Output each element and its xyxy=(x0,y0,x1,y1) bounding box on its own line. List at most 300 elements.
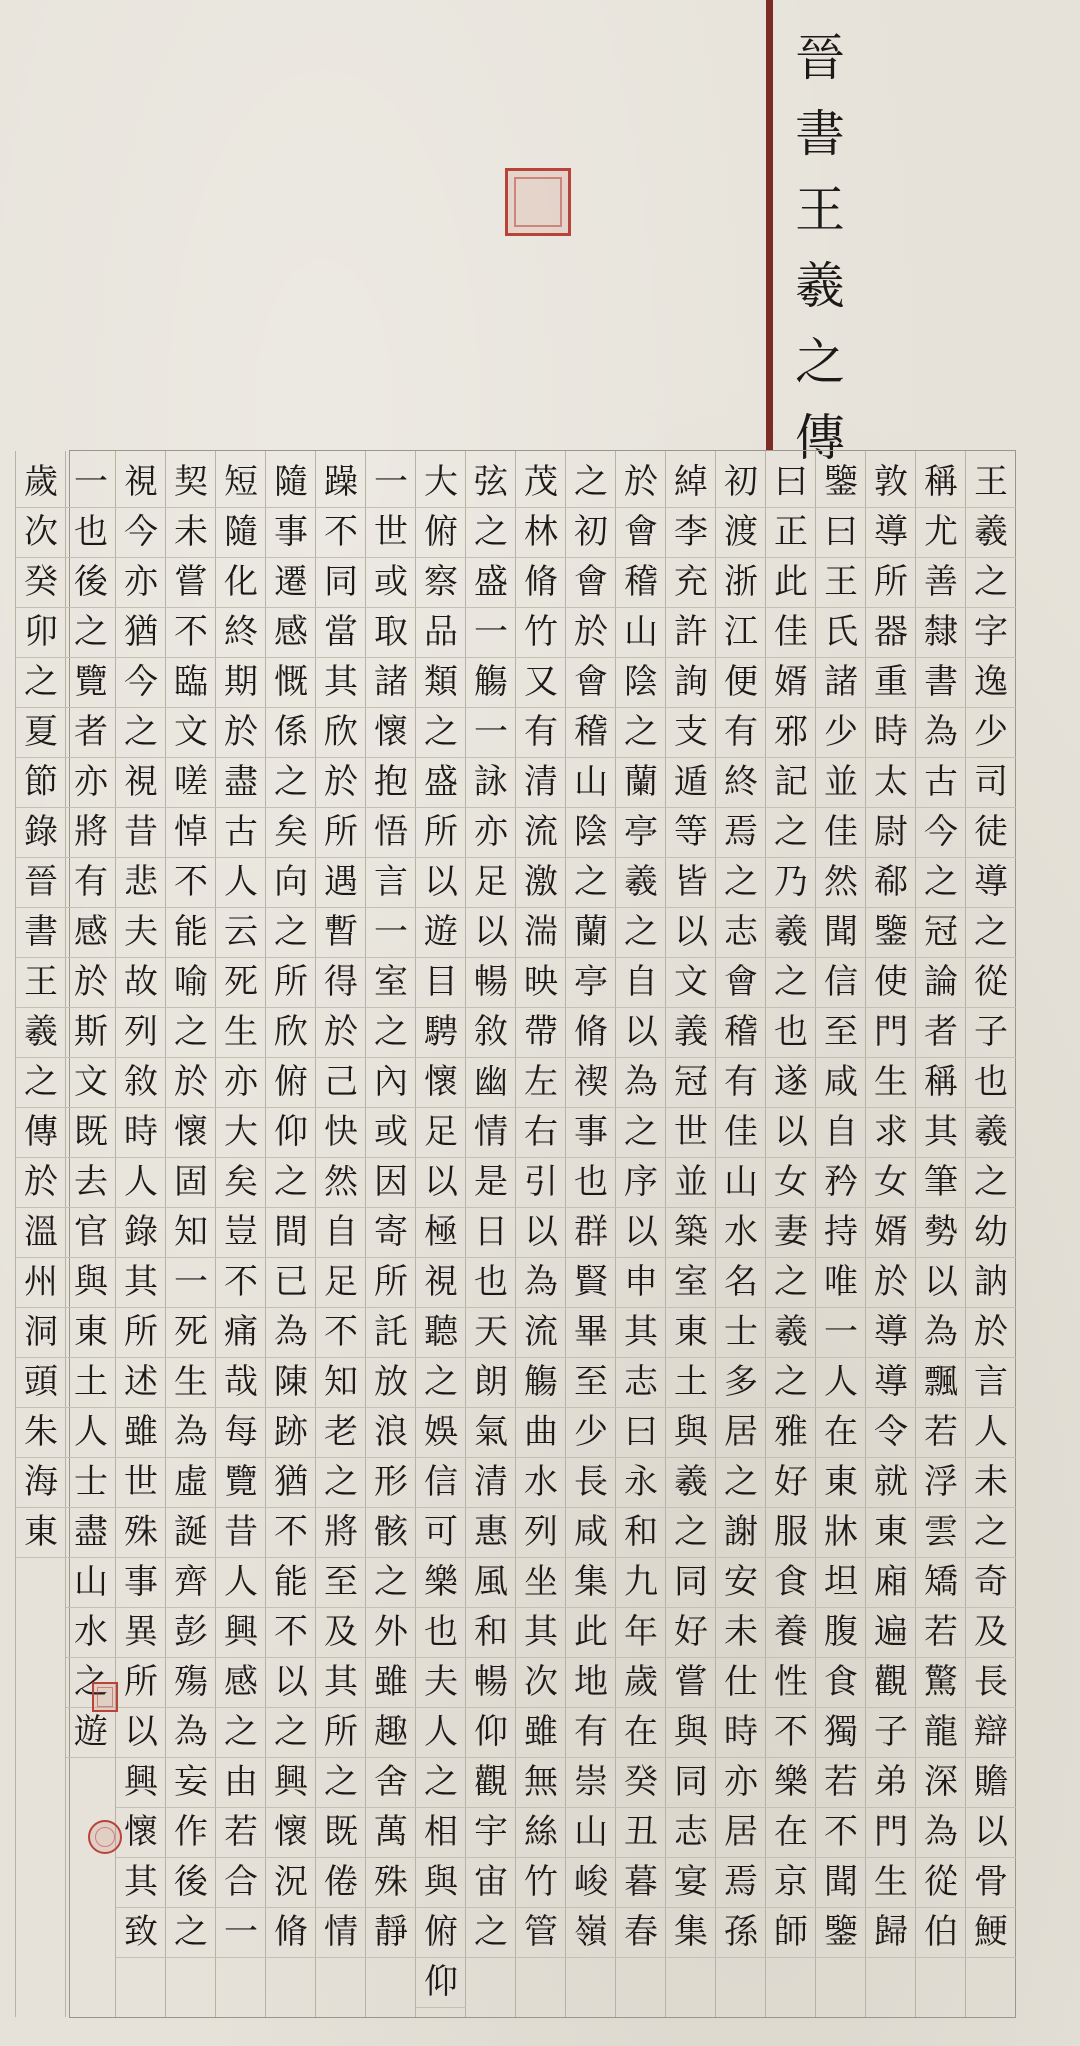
text-cell: 作 xyxy=(166,1807,216,1858)
text-cell: 事 xyxy=(116,1557,166,1608)
text-cell: 東 xyxy=(866,1507,916,1558)
text-grid xyxy=(24,450,1016,2018)
text-cell: 之 xyxy=(366,1007,416,1058)
text-cell: 便 xyxy=(716,657,766,708)
text-cell: 龍 xyxy=(916,1707,966,1758)
text-cell: 述 xyxy=(116,1357,166,1408)
text-cell: 覽 xyxy=(216,1457,266,1508)
text-cell: 係 xyxy=(266,707,316,758)
text-cell: 少 xyxy=(816,707,866,758)
text-cell: 亭 xyxy=(566,957,616,1008)
text-cell: 在 xyxy=(766,1807,816,1858)
text-cell: 書 xyxy=(16,907,66,958)
text-cell: 長 xyxy=(966,1657,1016,1708)
text-cell: 器 xyxy=(866,607,916,658)
text-cell: 坐 xyxy=(516,1557,566,1608)
text-cell: 林 xyxy=(516,507,566,558)
text-cell: 以 xyxy=(616,1207,666,1258)
text-cell: 至 xyxy=(816,1007,866,1058)
text-column xyxy=(615,451,666,2017)
text-cell: 也 xyxy=(766,1007,816,1058)
text-cell: 朗 xyxy=(466,1357,516,1408)
text-cell: 若 xyxy=(216,1807,266,1858)
text-cell: 地 xyxy=(566,1657,616,1708)
text-column xyxy=(215,451,266,2017)
text-column xyxy=(715,451,766,2017)
text-cell: 所 xyxy=(416,807,466,858)
text-cell: 矯 xyxy=(916,1557,966,1608)
text-cell: 使 xyxy=(866,957,916,1008)
text-cell: 居 xyxy=(716,1807,766,1858)
text-column xyxy=(515,451,566,2017)
text-cell: 尤 xyxy=(916,507,966,558)
text-cell: 孫 xyxy=(716,1907,766,1958)
text-cell: 生 xyxy=(866,1057,916,1108)
text-cell: 終 xyxy=(216,607,266,658)
text-cell: 於 xyxy=(166,1057,216,1108)
text-cell: 性 xyxy=(766,1657,816,1708)
text-cell: 暫 xyxy=(316,907,366,958)
text-cell: 契 xyxy=(166,457,216,508)
text-cell: 目 xyxy=(416,957,466,1008)
text-cell: 與 xyxy=(666,1407,716,1458)
text-cell: 仰 xyxy=(466,1707,516,1758)
text-cell: 羲 xyxy=(666,1457,716,1508)
text-cell: 曰 xyxy=(816,507,866,558)
text-cell: 懷 xyxy=(416,1057,466,1108)
text-cell: 山 xyxy=(616,607,666,658)
text-column xyxy=(665,451,716,2017)
text-cell: 支 xyxy=(666,707,716,758)
text-cell: 敦 xyxy=(866,457,916,508)
text-cell: 盡 xyxy=(216,757,266,808)
text-cell: 於 xyxy=(66,957,116,1008)
scroll-title xyxy=(790,20,850,476)
text-cell: 師 xyxy=(766,1907,816,1958)
text-cell: 人 xyxy=(966,1407,1016,1458)
text-cell: 畢 xyxy=(566,1307,616,1358)
text-cell: 及 xyxy=(966,1607,1016,1658)
text-cell: 曰 xyxy=(616,1407,666,1458)
text-cell: 諸 xyxy=(816,657,866,708)
text-cell: 聽 xyxy=(416,1307,466,1358)
text-cell: 盛 xyxy=(466,557,516,608)
text-cell: 生 xyxy=(866,1857,916,1908)
text-cell: 宇 xyxy=(466,1807,516,1858)
text-cell: 有 xyxy=(516,707,566,758)
text-cell: 俯 xyxy=(266,1057,316,1108)
text-cell: 觴 xyxy=(516,1357,566,1408)
text-cell: 殊 xyxy=(366,1857,416,1908)
text-cell: 悲 xyxy=(116,857,166,908)
text-cell: 飄 xyxy=(916,1357,966,1408)
text-cell: 令 xyxy=(866,1407,916,1458)
text-cell: 蘭 xyxy=(566,907,616,958)
text-column xyxy=(365,451,416,2017)
text-cell: 好 xyxy=(666,1607,716,1658)
text-cell: 字 xyxy=(966,607,1016,658)
text-cell: 類 xyxy=(416,657,466,708)
text-cell: 尉 xyxy=(866,807,916,858)
text-cell: 所 xyxy=(116,1657,166,1708)
text-cell: 言 xyxy=(966,1357,1016,1408)
text-cell: 跡 xyxy=(266,1407,316,1458)
text-cell: 懷 xyxy=(116,1807,166,1858)
text-cell: 冠 xyxy=(666,1057,716,1108)
text-column xyxy=(565,451,616,2017)
text-cell: 悼 xyxy=(166,807,216,858)
text-cell: 雲 xyxy=(916,1507,966,1558)
text-cell: 懷 xyxy=(266,1807,316,1858)
text-cell: 志 xyxy=(666,1807,716,1858)
text-cell: 氣 xyxy=(466,1407,516,1458)
text-cell: 筆 xyxy=(916,1157,966,1208)
text-cell: 夏 xyxy=(16,707,66,758)
text-cell: 觀 xyxy=(866,1657,916,1708)
text-cell: 所 xyxy=(366,1257,416,1308)
text-cell: 間 xyxy=(266,1207,316,1258)
seal-small-icon xyxy=(92,1682,118,1712)
text-cell: 亦 xyxy=(216,1057,266,1108)
text-cell: 致 xyxy=(116,1907,166,1958)
text-cell: 有 xyxy=(716,707,766,758)
text-cell: 其 xyxy=(316,1657,366,1708)
text-cell: 申 xyxy=(616,1257,666,1308)
text-cell: 能 xyxy=(266,1557,316,1608)
text-cell: 妻 xyxy=(766,1207,816,1258)
text-cell: 服 xyxy=(766,1507,816,1558)
text-cell: 情 xyxy=(466,1107,516,1158)
text-cell: 於 xyxy=(216,707,266,758)
text-cell: 暮 xyxy=(616,1857,666,1908)
text-cell: 今 xyxy=(916,807,966,858)
text-cell: 古 xyxy=(916,757,966,808)
text-cell: 固 xyxy=(166,1157,216,1208)
text-cell: 相 xyxy=(416,1807,466,1858)
text-cell: 今 xyxy=(116,657,166,708)
text-cell: 訥 xyxy=(966,1257,1016,1308)
text-cell: 求 xyxy=(866,1107,916,1158)
text-cell: 食 xyxy=(766,1557,816,1608)
text-cell: 哉 xyxy=(216,1357,266,1408)
text-cell: 水 xyxy=(716,1207,766,1258)
text-cell: 激 xyxy=(516,857,566,908)
text-cell: 與 xyxy=(416,1857,466,1908)
text-cell: 嘗 xyxy=(666,1657,716,1708)
text-cell: 一 xyxy=(216,1907,266,1958)
text-cell: 子 xyxy=(866,1707,916,1758)
text-cell: 若 xyxy=(816,1757,866,1808)
text-cell: 又 xyxy=(516,657,566,708)
text-cell: 所 xyxy=(316,807,366,858)
text-cell: 以 xyxy=(466,907,516,958)
text-cell: 以 xyxy=(266,1657,316,1708)
text-cell: 及 xyxy=(316,1607,366,1658)
title-char: 傳 xyxy=(795,409,845,467)
text-cell: 合 xyxy=(216,1857,266,1908)
text-column xyxy=(415,451,466,2017)
text-cell: 之 xyxy=(116,707,166,758)
text-cell: 伯 xyxy=(916,1907,966,1958)
text-cell: 從 xyxy=(966,957,1016,1008)
text-cell: 期 xyxy=(216,657,266,708)
text-cell: 士 xyxy=(716,1307,766,1358)
text-cell: 弦 xyxy=(466,457,516,508)
text-cell: 許 xyxy=(666,607,716,658)
text-cell: 管 xyxy=(516,1907,566,1958)
text-cell: 靜 xyxy=(366,1907,416,1958)
text-cell: 日 xyxy=(466,1207,516,1258)
text-cell: 重 xyxy=(866,657,916,708)
text-cell: 江 xyxy=(716,607,766,658)
text-column xyxy=(15,451,66,2017)
text-cell: 知 xyxy=(166,1207,216,1258)
text-cell: 室 xyxy=(366,957,416,1008)
text-cell: 猶 xyxy=(116,607,166,658)
text-cell: 亦 xyxy=(116,557,166,608)
text-cell: 所 xyxy=(116,1307,166,1358)
text-cell: 會 xyxy=(716,957,766,1008)
text-cell: 欣 xyxy=(266,1007,316,1058)
text-cell: 老 xyxy=(316,1407,366,1458)
text-cell: 有 xyxy=(66,857,116,908)
text-cell: 亭 xyxy=(616,807,666,858)
text-cell: 書 xyxy=(916,657,966,708)
text-cell: 遁 xyxy=(666,757,716,808)
text-cell: 故 xyxy=(116,957,166,1008)
text-column xyxy=(965,451,1016,2017)
text-cell: 等 xyxy=(666,807,716,858)
text-cell: 京 xyxy=(766,1857,816,1908)
text-cell: 持 xyxy=(816,1207,866,1258)
text-cell: 遊 xyxy=(66,1707,116,1758)
text-cell: 春 xyxy=(616,1907,666,1958)
text-cell: 羲 xyxy=(766,1307,816,1358)
text-cell: 陳 xyxy=(266,1357,316,1408)
text-cell: 感 xyxy=(216,1657,266,1708)
text-cell: 導 xyxy=(866,1357,916,1408)
text-cell: 暢 xyxy=(466,1657,516,1708)
text-cell: 時 xyxy=(716,1707,766,1758)
text-cell: 少 xyxy=(566,1407,616,1458)
text-cell: 死 xyxy=(216,957,266,1008)
text-cell: 有 xyxy=(566,1707,616,1758)
text-cell: 羲 xyxy=(766,907,816,958)
title-char: 晉 xyxy=(795,29,845,87)
text-cell: 焉 xyxy=(716,1857,766,1908)
text-cell: 流 xyxy=(516,807,566,858)
text-cell: 後 xyxy=(66,557,116,608)
text-cell: 賢 xyxy=(566,1257,616,1308)
text-cell: 人 xyxy=(66,1407,116,1458)
text-cell: 州 xyxy=(16,1257,66,1308)
text-cell: 陰 xyxy=(566,807,616,858)
text-cell: 流 xyxy=(516,1307,566,1358)
text-cell: 卯 xyxy=(16,607,66,658)
text-cell: 託 xyxy=(366,1307,416,1358)
text-cell: 次 xyxy=(16,507,66,558)
text-cell: 會 xyxy=(566,657,616,708)
text-cell: 多 xyxy=(716,1357,766,1408)
text-cell: 聞 xyxy=(816,1857,866,1908)
text-cell: 築 xyxy=(666,1207,716,1258)
text-cell: 極 xyxy=(416,1207,466,1258)
text-cell: 導 xyxy=(966,857,1016,908)
text-cell: 知 xyxy=(316,1357,366,1408)
text-cell: 正 xyxy=(766,507,816,558)
title-char: 羲 xyxy=(795,257,845,315)
text-cell: 昔 xyxy=(216,1507,266,1558)
text-cell: 辯 xyxy=(966,1707,1016,1758)
text-cell: 邪 xyxy=(766,707,816,758)
text-cell: 門 xyxy=(866,1007,916,1058)
text-cell: 山 xyxy=(566,1807,616,1858)
text-cell: 一 xyxy=(466,607,516,658)
text-cell: 之 xyxy=(266,757,316,808)
text-cell: 永 xyxy=(616,1457,666,1508)
text-cell: 之 xyxy=(916,857,966,908)
text-cell: 茂 xyxy=(516,457,566,508)
text-cell: 引 xyxy=(516,1157,566,1208)
text-cell: 矣 xyxy=(266,807,316,858)
text-cell: 安 xyxy=(716,1557,766,1608)
text-cell: 事 xyxy=(266,507,316,558)
text-cell: 竹 xyxy=(516,1857,566,1908)
text-cell: 稱 xyxy=(916,1057,966,1108)
text-cell: 曲 xyxy=(516,1407,566,1458)
text-cell: 之 xyxy=(416,1357,466,1408)
text-cell: 將 xyxy=(316,1507,366,1558)
text-cell: 與 xyxy=(66,1257,116,1308)
text-cell: 脩 xyxy=(566,1007,616,1058)
text-cell: 於 xyxy=(316,1007,366,1058)
text-column xyxy=(265,451,316,2017)
text-cell: 短 xyxy=(216,457,266,508)
title-char: 之 xyxy=(795,333,845,391)
text-cell: 山 xyxy=(566,757,616,808)
text-cell: 之 xyxy=(716,1457,766,1508)
text-cell: 詢 xyxy=(666,657,716,708)
text-cell: 亦 xyxy=(466,807,516,858)
text-cell: 晉 xyxy=(16,857,66,908)
text-cell: 同 xyxy=(666,1557,716,1608)
text-cell: 時 xyxy=(866,707,916,758)
text-cell: 於 xyxy=(966,1307,1016,1358)
text-cell: 其 xyxy=(616,1307,666,1358)
text-cell: 初 xyxy=(716,457,766,508)
text-cell: 彭 xyxy=(166,1607,216,1658)
text-cell: 所 xyxy=(266,957,316,1008)
text-cell: 為 xyxy=(916,1307,966,1358)
text-cell: 於 xyxy=(866,1257,916,1308)
text-cell: 於 xyxy=(316,757,366,808)
text-cell: 自 xyxy=(316,1207,366,1258)
text-cell: 之 xyxy=(766,1257,816,1308)
text-cell: 興 xyxy=(116,1757,166,1808)
text-cell: 無 xyxy=(516,1757,566,1808)
text-cell: 錄 xyxy=(16,807,66,858)
text-cell: 浙 xyxy=(716,557,766,608)
text-cell: 之 xyxy=(616,907,666,958)
text-cell: 記 xyxy=(766,757,816,808)
text-cell: 生 xyxy=(216,1007,266,1058)
text-cell: 東 xyxy=(66,1307,116,1358)
text-cell: 盛 xyxy=(416,757,466,808)
text-cell: 稽 xyxy=(566,707,616,758)
text-cell: 樂 xyxy=(416,1557,466,1608)
text-cell: 為 xyxy=(516,1257,566,1308)
text-cell: 室 xyxy=(666,1257,716,1308)
text-column xyxy=(465,451,516,2017)
text-cell: 品 xyxy=(416,607,466,658)
text-cell: 映 xyxy=(516,957,566,1008)
text-cell: 歸 xyxy=(866,1907,916,1958)
text-cell: 亦 xyxy=(66,757,116,808)
text-cell: 若 xyxy=(916,1607,966,1658)
text-cell: 己 xyxy=(316,1057,366,1108)
text-cell: 或 xyxy=(366,1107,416,1158)
text-cell: 興 xyxy=(266,1757,316,1808)
text-cell: 視 xyxy=(116,757,166,808)
text-cell: 咸 xyxy=(816,1057,866,1108)
text-cell: 綽 xyxy=(666,457,716,508)
text-cell: 驚 xyxy=(916,1657,966,1708)
text-cell: 可 xyxy=(416,1507,466,1558)
text-cell: 天 xyxy=(466,1307,516,1358)
text-cell: 和 xyxy=(616,1507,666,1558)
text-cell: 今 xyxy=(116,507,166,558)
text-cell: 是 xyxy=(466,1157,516,1208)
text-cell: 之 xyxy=(216,1707,266,1758)
text-cell: 古 xyxy=(216,807,266,858)
text-cell: 者 xyxy=(916,1007,966,1058)
text-cell: 妄 xyxy=(166,1757,216,1808)
text-cell: 也 xyxy=(566,1157,616,1208)
text-cell: 以 xyxy=(616,1007,666,1058)
text-cell: 之 xyxy=(366,1557,416,1608)
text-cell: 死 xyxy=(166,1307,216,1358)
text-cell: 癸 xyxy=(616,1757,666,1808)
text-cell: 之 xyxy=(166,1007,216,1058)
text-cell: 弟 xyxy=(866,1757,916,1808)
text-cell: 其 xyxy=(316,657,366,708)
text-cell: 官 xyxy=(66,1207,116,1258)
text-cell: 羲 xyxy=(16,1007,66,1058)
text-cell: 浪 xyxy=(366,1407,416,1458)
text-cell: 豈 xyxy=(216,1207,266,1258)
text-cell: 察 xyxy=(416,557,466,608)
text-cell: 逸 xyxy=(966,657,1016,708)
text-cell: 廂 xyxy=(866,1557,916,1608)
text-cell: 在 xyxy=(616,1707,666,1758)
text-cell: 鑒 xyxy=(816,457,866,508)
text-cell: 化 xyxy=(216,557,266,608)
text-cell: 列 xyxy=(516,1507,566,1558)
seal-square-icon xyxy=(505,168,571,236)
text-cell: 山 xyxy=(716,1157,766,1208)
text-cell: 信 xyxy=(816,957,866,1008)
text-cell: 於 xyxy=(616,457,666,508)
text-cell: 義 xyxy=(666,1007,716,1058)
text-cell: 內 xyxy=(366,1057,416,1108)
text-cell: 終 xyxy=(716,757,766,808)
text-cell: 異 xyxy=(116,1607,166,1658)
text-cell: 之 xyxy=(16,1057,66,1108)
text-cell: 之 xyxy=(466,507,516,558)
text-cell: 躁 xyxy=(316,457,366,508)
text-cell: 贍 xyxy=(966,1757,1016,1808)
text-cell: 曰 xyxy=(766,457,816,508)
